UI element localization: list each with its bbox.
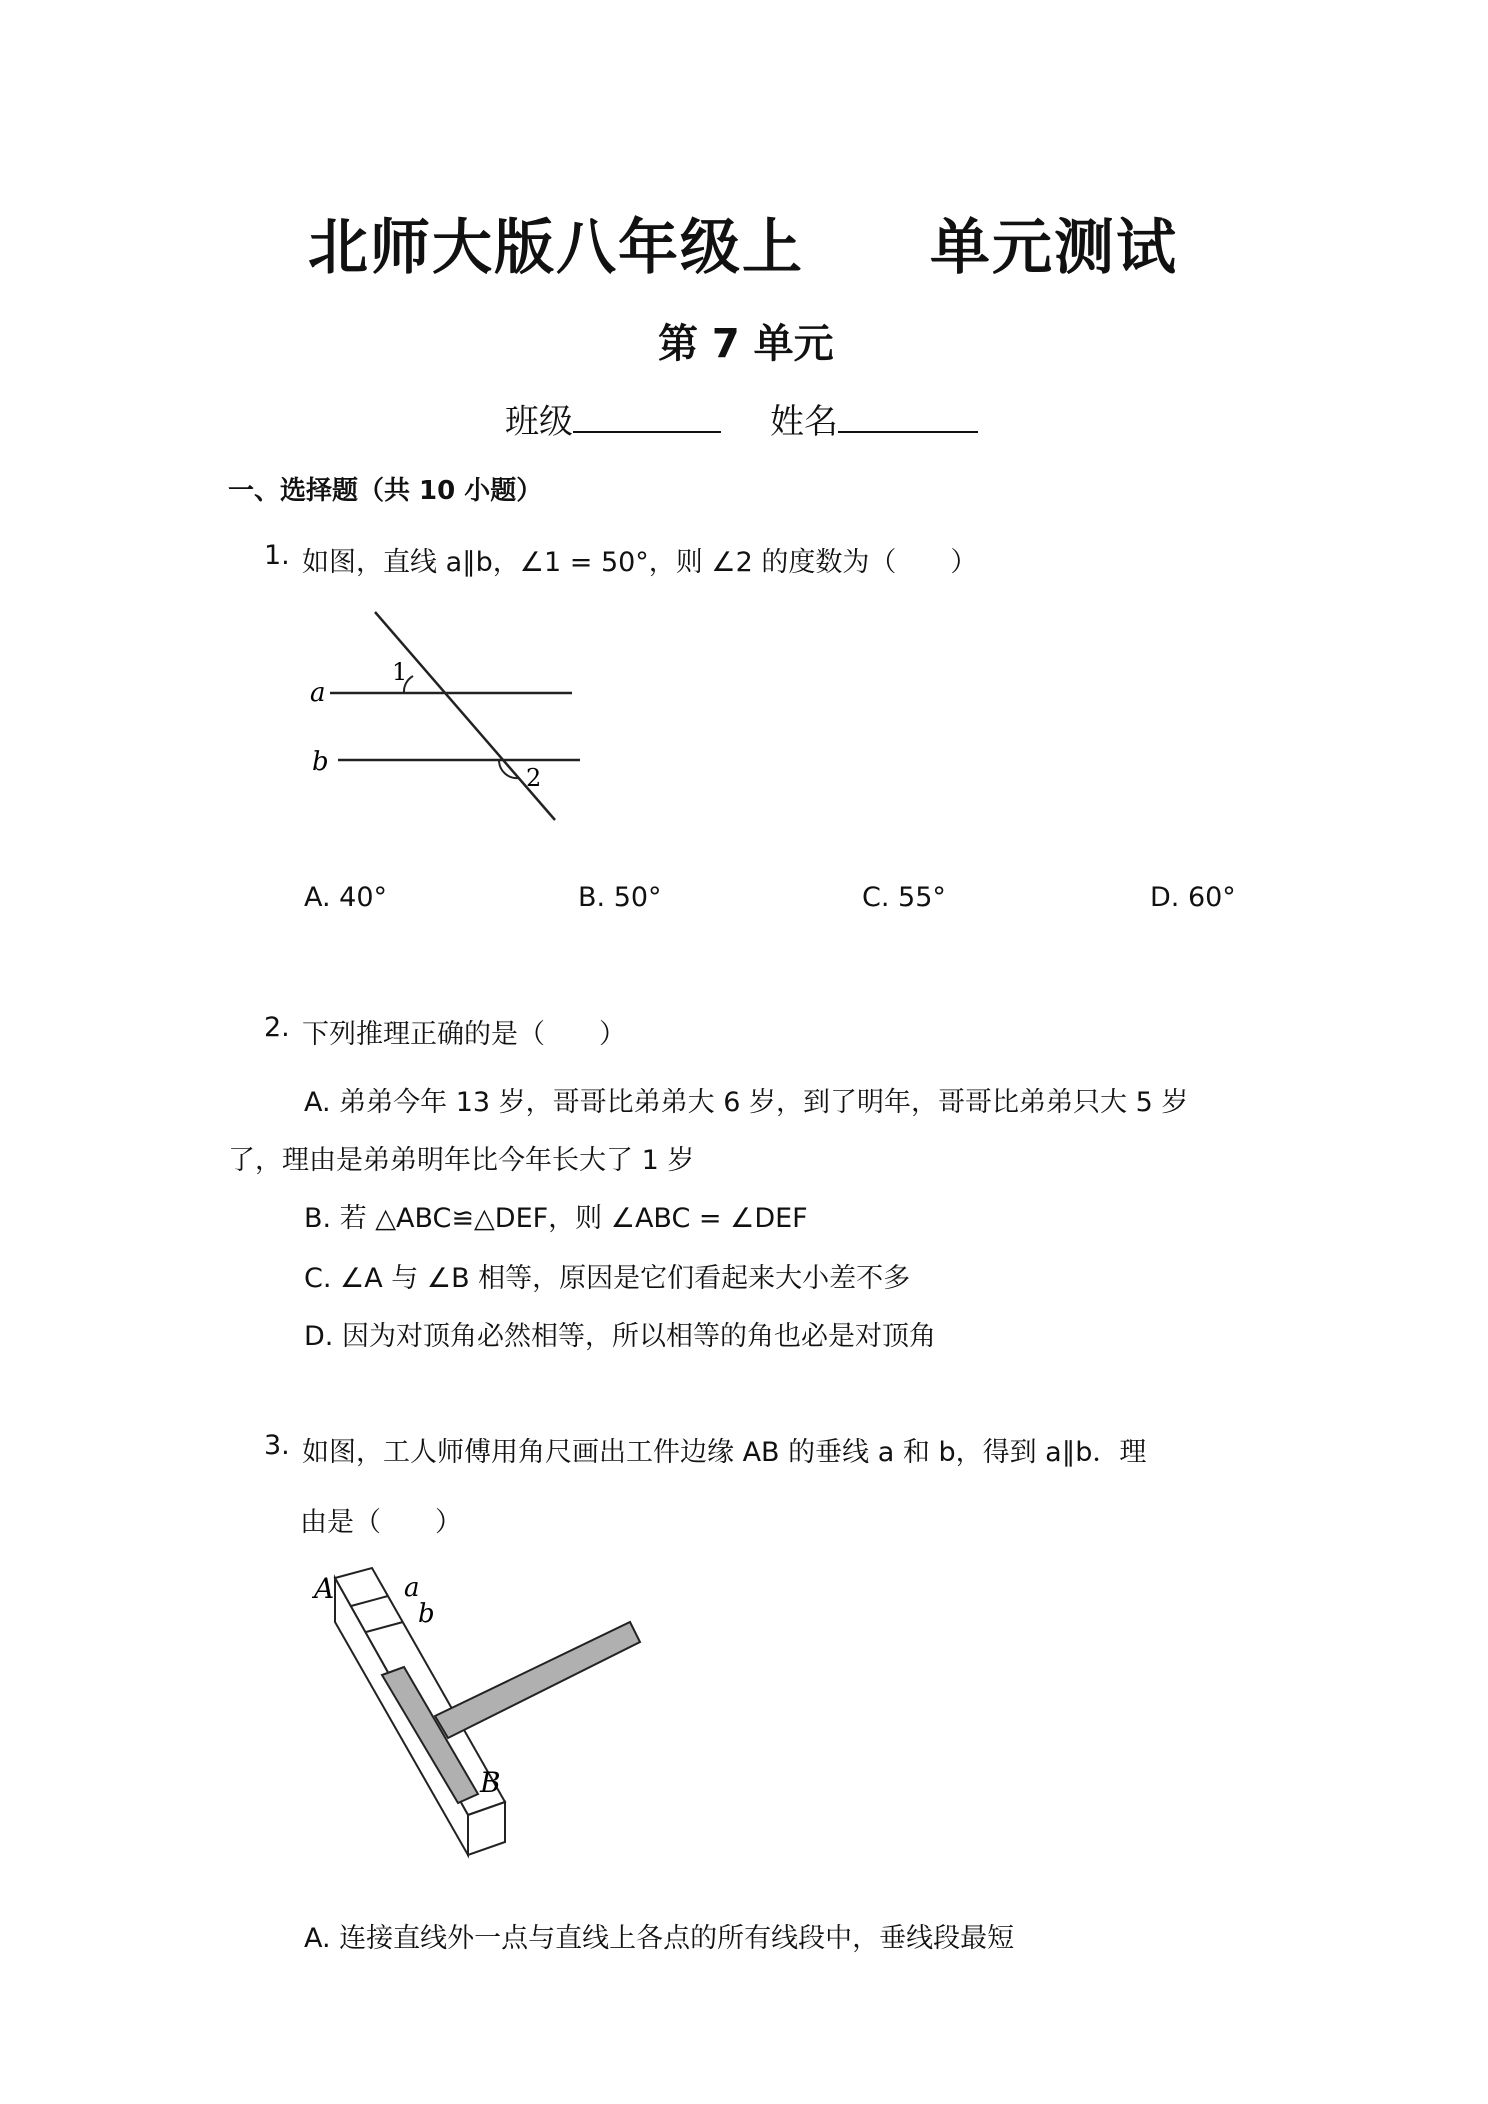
q2-option-a-line2[interactable]: 了，理由是弟弟明年比今年长大了 1 岁 [228,1145,695,1176]
q1-option-c[interactable]: C. 55° [862,882,946,913]
name-field[interactable] [770,394,978,443]
section-heading: 一、选择题（共 10 小题） [228,476,543,506]
class-field[interactable] [505,394,721,443]
q1-number: 1. [264,540,290,571]
label-a: a [310,678,326,708]
q3-text-line1: 如图，工人师傅用角尺画出工件边缘 AB 的垂线 a 和 b，得到 a∥b．理 [302,1437,1147,1468]
q2-option-b[interactable]: B. 若 △ABC≌△DEF，则 ∠ABC = ∠DEF [304,1203,808,1234]
name-label: 姓名 [770,402,838,442]
q1-option-a[interactable]: A. 40° [304,882,388,913]
page-title-left: 北师大版八年级上 [308,213,804,283]
q1-option-d[interactable]: D. 60° [1150,882,1236,913]
label-b: b [418,1599,435,1629]
class-label: 班级 [505,402,573,442]
q2-option-d[interactable]: D. 因为对顶角必然相等，所以相等的角也必是对顶角 [304,1321,936,1352]
label-A: A [314,1572,335,1605]
q2-number: 2. [264,1012,290,1043]
label-angle1: 1 [392,658,408,686]
label-B: B [480,1766,501,1799]
q2-text: 下列推理正确的是（ ） [302,1019,626,1050]
label-angle2: 2 [526,764,542,792]
label-b: b [312,747,329,777]
page-title-right: 单元测试 [930,213,1178,283]
q2-option-a-line1[interactable]: A. 弟弟今年 13 岁，哥哥比弟弟大 6 岁，到了明年，哥哥比弟弟只大 5 岁 [304,1087,1189,1118]
q3-text-line2: 由是（ ） [300,1507,462,1538]
name-blank[interactable] [838,401,978,433]
square-short-arm [435,1622,640,1738]
q3-figure [300,1560,660,1860]
label-a: a [404,1573,420,1603]
q1-figure [300,600,600,830]
class-blank[interactable] [573,401,721,433]
unit-subtitle: 第 7 单元 [658,321,834,367]
q3-number: 3. [264,1430,290,1461]
q2-option-c[interactable]: C. ∠A 与 ∠B 相等，原因是它们看起来大小差不多 [304,1263,911,1294]
q1-text: 如图，直线 a∥b，∠1 = 50°，则 ∠2 的度数为（ ） [302,547,978,578]
q1-option-b[interactable]: B. 50° [578,882,662,913]
q3-option-a[interactable]: A. 连接直线外一点与直线上各点的所有线段中，垂线段最短 [304,1923,1015,1954]
